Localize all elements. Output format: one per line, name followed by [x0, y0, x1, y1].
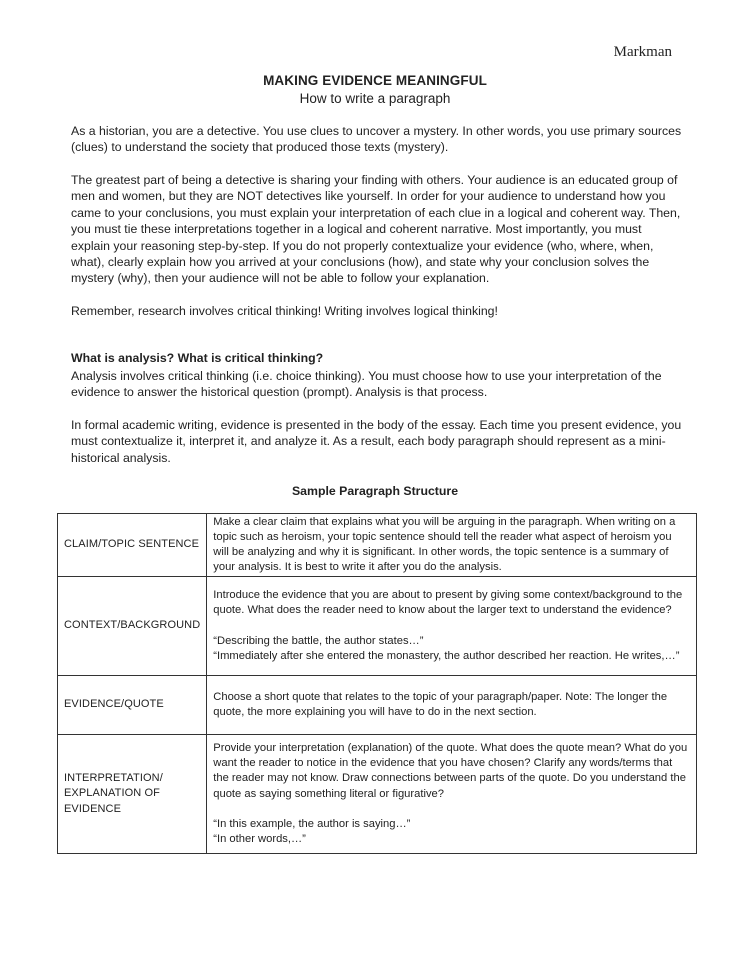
paragraph-structure-table — [57, 513, 697, 854]
table-row — [58, 676, 697, 735]
author-name: Markman — [613, 44, 672, 60]
row-label: EVIDENCE/QUOTE — [58, 676, 207, 735]
intro-paragraph-3: Remember, research involves critical thinking! Writing involves logical thinking! — [71, 304, 498, 318]
table-row — [58, 514, 697, 577]
analysis-paragraph-1: Analysis involves critical thinking (i.e. choice thinking). You must choose how to use your interpretation of the evidence to answer the historical question (prompt). Analysis is that process. — [71, 369, 662, 400]
row-content — [207, 735, 697, 854]
row-label: INTERPRETATION/ EXPLANATION OF EVIDENCE — [58, 735, 207, 854]
row-content — [207, 676, 697, 735]
row-example: “Immediately after she entered the monastery, the author described her reaction. He writes,…” — [213, 649, 680, 662]
row-example: “Describing the battle, the author states…” — [213, 634, 424, 647]
row-description: Choose a short quote that relates to the topic of your paragraph/paper. Note: The longer the quote, the more explaining you will have to do in the next section. — [213, 690, 668, 718]
row-content — [207, 514, 697, 577]
analysis-heading: What is analysis? What is critical thinking? — [71, 351, 324, 365]
table-row — [58, 577, 697, 676]
analysis-paragraph-2: In formal academic writing, evidence is presented in the body of the essay. Each time you present evidence, you must contextualize it, interpret it, and analyze it. As a result, each body paragraph should represent as a mini-historical analysis. — [71, 418, 682, 465]
row-content — [207, 577, 697, 676]
intro-paragraph-2: The greatest part of being a detective is sharing your finding with others. Your audience is an educated group of men and women, but they are NOT detectives like yourself. In order for your audience to understand how you came to your conclusions, you must explain your interpretation of each clue in a logical and coherent way. Then, you must tie these interpretations together in a logical and coherent narrative. Most importantly, you must explain your reasoning step-by-step. If you do not properly contextualize your evidence (who, where, when, what), clearly explain how you arrived at your conclusions (how), and state why your conclusion solves the mystery (why), then your audience will not be able to follow your explanation. — [71, 173, 681, 286]
document-title: MAKING EVIDENCE MEANINGFUL — [263, 73, 487, 88]
document-subtitle: How to write a paragraph — [299, 91, 451, 106]
row-label: CLAIM/TOPIC SENTENCE — [58, 514, 207, 577]
row-example: “In this example, the author is saying…” — [213, 817, 411, 830]
row-label: CONTEXT/BACKGROUND — [58, 577, 207, 676]
row-description: Make a clear claim that explains what you will be arguing in the paragraph. When writing on a topic such as heroism, your topic sentence should tell the reader what aspect of heroism you will be analyzing and why it is significant. In other words, the topic sentence is a summary of your analysis. It is best to write it after you do the analysis. — [213, 515, 676, 574]
intro-paragraph-1: As a historian, you are a detective. You use clues to uncover a mystery. In other words, you use primary sources (clues) to understand the society that produced those texts (mystery). — [71, 124, 682, 155]
row-description: Provide your interpretation (explanation) of the quote. What does the quote mean? What do you want the reader to notice in the evidence that you have chosen? Clarify any words/terms that the reader may not know. Draw connections between parts of the quote. Do you understand the quote as saying something literal or figurative? — [213, 741, 688, 800]
table-row — [58, 735, 697, 854]
row-example: “In other words,…” — [213, 832, 306, 845]
table-caption: Sample Paragraph Structure — [291, 484, 459, 498]
row-description: Introduce the evidence that you are about to present by giving some context/background to the quote. What does the reader need to know about the larger text to understand the evidence? — [213, 589, 683, 617]
